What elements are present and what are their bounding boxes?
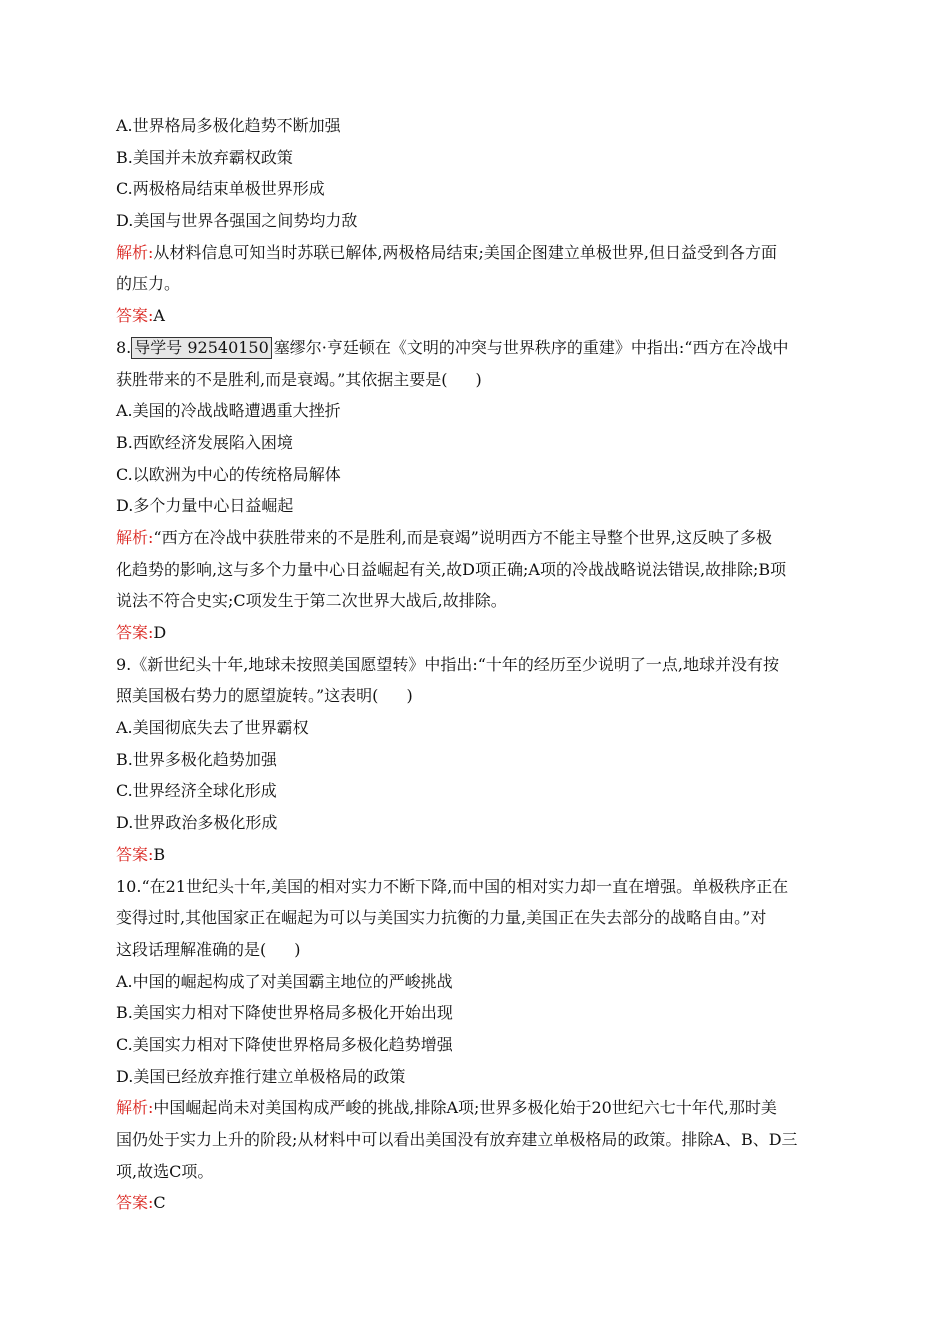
q8-option-a: A.美国的冷战战略遭遇重大挫折 bbox=[116, 401, 341, 421]
q8-number: 8. bbox=[116, 337, 132, 357]
q7-option-a: A.世界格局多极化趋势不断加强 bbox=[116, 116, 341, 135]
q8-answer-value: D bbox=[153, 623, 167, 642]
q9-option-b: B.世界多极化趋势加强 bbox=[116, 749, 277, 769]
q7-analysis-line-1 bbox=[116, 237, 836, 269]
q8-option-b: B.西欧经济发展陷入困境 bbox=[116, 432, 293, 452]
q9-answer-value: B bbox=[153, 844, 166, 864]
q10-option-c: C.美国实力相对下降使世界格局多极化趋势增强 bbox=[116, 1034, 453, 1054]
q9-stem-line-2 bbox=[116, 680, 836, 712]
q7-analysis-label: 解析: bbox=[116, 242, 154, 262]
q10-analysis-text-1: 中国崛起尚未对美国构成严峻的挑战,排除A项;世界多极化始于20世纪六七十年代,那时美 bbox=[153, 1098, 777, 1118]
q9-stem-text-2: 照美国极右势力的愿望旋转。”这表明( bbox=[116, 686, 379, 706]
q8-analysis-label: 解析: bbox=[116, 527, 154, 547]
q8-option-c: C.以欧洲为中心的传统格局解体 bbox=[116, 464, 341, 484]
q8-analysis-line-1 bbox=[116, 522, 836, 554]
q10-analysis-line-1 bbox=[116, 1092, 836, 1124]
q10-stem-line-2: 变得过时,其他国家正在崛起为可以与美国实力抗衡的力量,美国正在失去部分的战略自由。”对 bbox=[116, 908, 767, 928]
q7-answer-label: 答案: bbox=[116, 306, 154, 326]
q7-analysis-text-1: 从材料信息可知当时苏联已解体,两极格局结束;美国企图建立单极世界,但日益受到各方面 bbox=[153, 242, 777, 262]
q7-answer-value: A bbox=[153, 306, 165, 326]
q9-answer-label: 答案: bbox=[116, 844, 154, 864]
q8-analysis-text-1: “西方在冷战中获胜带来的不是胜利,而是衰竭”说明西方不能主导整个世界,这反映了多极 bbox=[153, 527, 772, 547]
q9-answer bbox=[116, 839, 836, 871]
document-page bbox=[116, 110, 836, 1219]
q10-answer bbox=[116, 1187, 836, 1219]
q7-option-c: C.两极格局结束单极世界形成 bbox=[116, 179, 325, 199]
q8-analysis-line-2: 化趋势的影响,这与多个力量中心日益崛起有关,故D项正确;A项的冷战战略说法错误,故排除;B项 bbox=[116, 559, 787, 579]
q8-stem-text-2: 获胜带来的不是胜利,而是衰竭。”其依据主要是( bbox=[116, 369, 448, 389]
q10-stem-line-1: 10.“在21世纪头十年,美国的相对实力不断下降,而中国的相对实力却一直在增强。单极秩序正在 bbox=[116, 876, 789, 896]
q8-stem-line-2 bbox=[116, 364, 836, 396]
q10-option-a: A.中国的崛起构成了对美国霸主地位的严峻挑战 bbox=[116, 971, 453, 991]
q8-option-d: D.多个力量中心日益崛起 bbox=[116, 496, 294, 516]
q9-stem-line-1: 9.《新世纪头十年,地球未按照美国愿望转》中指出:“十年的经历至少说明了一点,地球并没有按 bbox=[116, 654, 780, 674]
q8-stem-text-1: 塞缪尔·亨廷顿在《文明的冲突与世界秩序的重建》中指出:“西方在冷战中 bbox=[273, 337, 789, 357]
q9-option-a: A.美国彻底失去了世界霸权 bbox=[116, 718, 309, 738]
q8-answer bbox=[116, 617, 836, 649]
q7-option-d: D.美国与世界各强国之间势均力敌 bbox=[116, 211, 358, 231]
q10-answer-value: C bbox=[153, 1193, 166, 1213]
q10-analysis-line-3: 项,故选C项。 bbox=[116, 1161, 214, 1181]
q10-analysis-line-2: 国仍处于实力上升的阶段;从材料中可以看出美国没有放弃建立单极格局的政策。排除A、B、D三 bbox=[116, 1130, 798, 1149]
q10-stem-text-3: 这段话理解准确的是( bbox=[116, 939, 267, 959]
q8-answer-label: 答案: bbox=[116, 623, 154, 642]
q10-stem-line-3 bbox=[116, 934, 836, 966]
q7-option-b: B.美国并未放弃霸权政策 bbox=[116, 147, 293, 167]
q10-analysis-label: 解析: bbox=[116, 1098, 154, 1118]
q10-option-b: B.美国实力相对下降使世界格局多极化开始出现 bbox=[116, 1003, 453, 1023]
q8-stem-line-1 bbox=[116, 332, 836, 364]
q10-answer-label: 答案: bbox=[116, 1193, 154, 1213]
q10-stem-close-paren: ) bbox=[294, 939, 301, 959]
q9-stem-close-paren: ) bbox=[406, 686, 413, 706]
q9-option-d: D.世界政治多极化形成 bbox=[116, 813, 278, 833]
q7-analysis-line-2: 的压力。 bbox=[116, 274, 181, 294]
q7-answer bbox=[116, 300, 836, 332]
q8-stem-close-paren: ) bbox=[475, 369, 482, 389]
q8-analysis-line-3: 说法不符合史实;C项发生于第二次世界大战后,故排除。 bbox=[116, 591, 507, 611]
q9-option-c: C.世界经济全球化形成 bbox=[116, 781, 277, 801]
q10-option-d: D.美国已经放弃推行建立单极格局的政策 bbox=[116, 1066, 406, 1086]
q8-guide-tag: 导学号 92540150 bbox=[131, 337, 272, 359]
